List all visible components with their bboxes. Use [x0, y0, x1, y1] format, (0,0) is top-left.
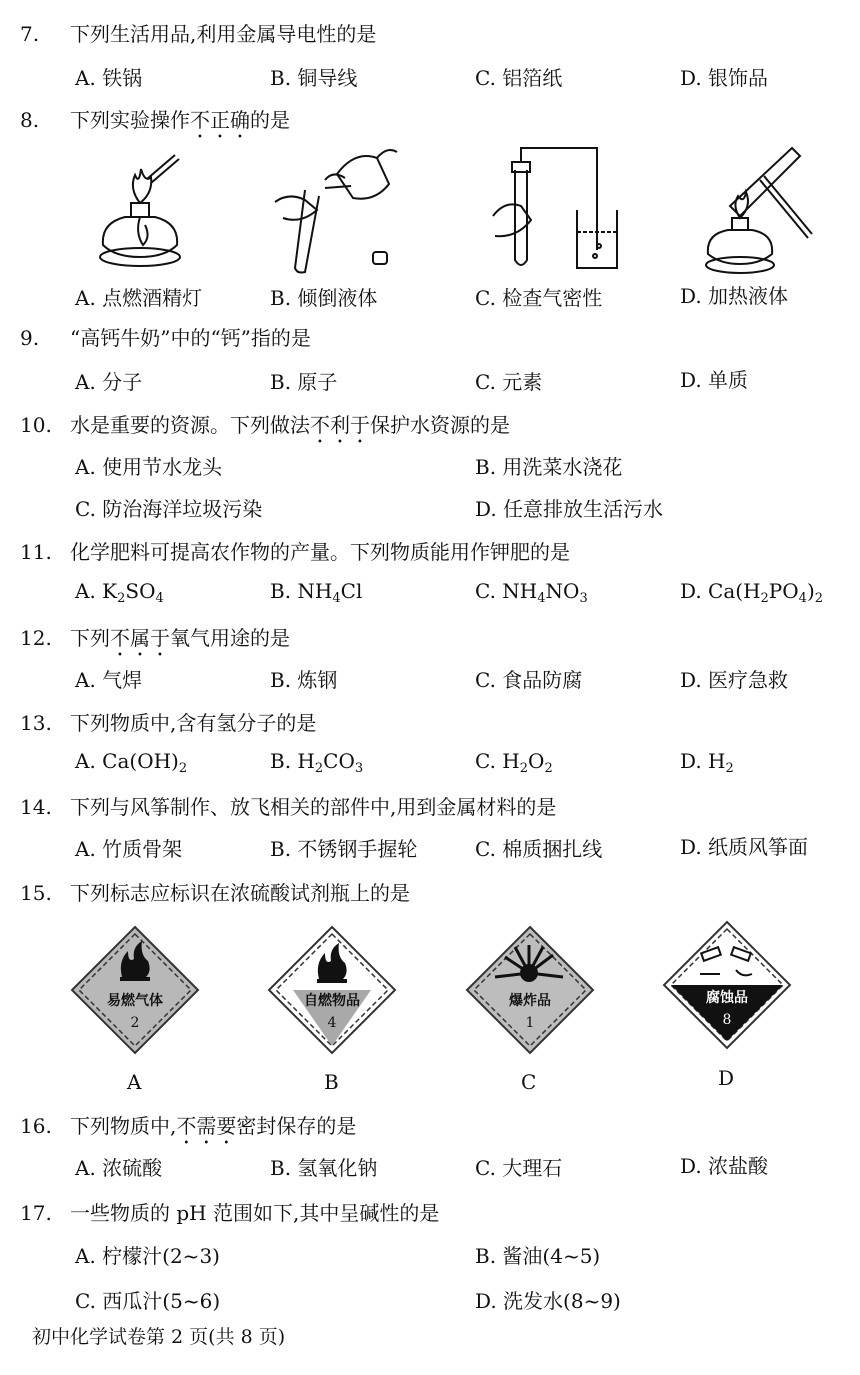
option-d: D. 加热液体 — [680, 284, 789, 308]
option-d: D. 单质 — [680, 368, 749, 392]
option-c: C. 铝箔纸 — [475, 66, 563, 90]
question-11: 11. 化学肥料可提高农作物的产量。下列物质能用作钾肥的是 — [20, 540, 570, 564]
sign-text: 自燃物品 — [304, 993, 360, 1009]
question-7: 7. 下列生活用品,利用金属导电性的是 — [20, 22, 377, 46]
emphasis-text: 不属于 — [110, 626, 170, 650]
option-d: D. $H_2$ — [680, 749, 734, 776]
question-text-end: 的是 — [250, 108, 290, 132]
option-c: C. 大理石 — [475, 1156, 563, 1180]
option-c-label: C — [521, 1070, 537, 1094]
option-b: B. 原子 — [270, 370, 338, 394]
question-text: 下列物质中, — [70, 1114, 177, 1138]
option-b: B. 不锈钢手握轮 — [270, 837, 418, 861]
pouring-liquid-figure — [265, 140, 405, 275]
question-text: 下列与风筝制作、放飞相关的部件中,用到金属材料的是 — [70, 795, 557, 819]
sign-text: 易燃气体 — [107, 993, 163, 1009]
sign-number: 4 — [327, 1015, 337, 1031]
question-10: 10. 水是重要的资源。下列做法不利于保护水资源的是 — [20, 413, 510, 437]
question-text: 下列生活用品,利用金属导电性的是 — [70, 22, 377, 46]
airtightness-check-figure — [485, 140, 625, 275]
option-b: B. $NH_4Cl$ — [270, 579, 363, 606]
option-d: D. $Ca(H_2PO_4)_2$ — [680, 579, 824, 606]
option-a: A. 铁锅 — [75, 66, 143, 90]
emphasis-text: 不正确 — [190, 108, 250, 132]
question-text: 一些物质的 pH 范围如下,其中呈碱性的是 — [70, 1201, 440, 1225]
alcohol-lamp-lighting-figure — [95, 145, 205, 275]
question-15: 15. 下列标志应标识在浓硫酸试剂瓶上的是 — [20, 881, 410, 905]
question-text: “高钙牛奶”中的“钙”指的是 — [70, 326, 311, 350]
heating-liquid-figure — [700, 140, 820, 280]
explosive-sign — [465, 925, 595, 1055]
question-text: 化学肥料可提高农作物的产量。下列物质能用作钾肥的是 — [70, 540, 570, 564]
corrosive-sign — [662, 920, 792, 1050]
option-c: C. 食品防腐 — [475, 668, 583, 692]
option-a: A. 气焊 — [75, 668, 143, 692]
question-13: 13. 下列物质中,含有氢分子的是 — [20, 711, 317, 735]
question-16: 16. 下列物质中,不需要密封保存的是 — [20, 1114, 357, 1138]
sign-number: 8 — [722, 1012, 732, 1028]
question-17: 17. 一些物质的 pH 范围如下,其中呈碱性的是 — [20, 1201, 440, 1225]
option-a: A. 点燃酒精灯 — [75, 286, 203, 310]
option-b: B. 炼钢 — [270, 668, 338, 692]
option-d: D. 浓盐酸 — [680, 1154, 769, 1178]
option-a: A. 使用节水龙头 — [75, 455, 223, 479]
option-c: C. $NH_4NO_3$ — [475, 579, 588, 606]
option-a-label: A — [127, 1070, 142, 1094]
option-d: D. 任意排放生活污水 — [475, 497, 664, 521]
question-8: 8. 下列实验操作不正确的是 — [20, 108, 290, 132]
sign-text: 腐蚀品 — [706, 990, 748, 1006]
question-text: 下列标志应标识在浓硫酸试剂瓶上的是 — [70, 881, 410, 905]
question-text-end: 保护水资源的是 — [370, 413, 510, 437]
option-d: D. 医疗急救 — [680, 668, 789, 692]
option-a: A. 竹质骨架 — [75, 837, 183, 861]
question-12: 12. 下列不属于氧气用途的是 — [20, 626, 290, 650]
emphasis-text: 不利于 — [310, 413, 370, 437]
option-a: A. $K_2SO_4$ — [75, 579, 164, 606]
flammable-gas-sign — [70, 925, 200, 1055]
option-c: C. 防治海洋垃圾污染 — [75, 497, 263, 521]
option-a: A. $Ca(OH)_2$ — [75, 749, 188, 776]
option-b: B. 铜导线 — [270, 66, 358, 90]
question-14: 14. 下列与风筝制作、放飞相关的部件中,用到金属材料的是 — [20, 795, 557, 819]
option-d: D. 银饰品 — [680, 66, 769, 90]
question-text: 下列实验操作 — [70, 108, 190, 132]
question-9: 9. “高钙牛奶”中的“钙”指的是 — [20, 326, 311, 350]
option-c: C. 棉质捆扎线 — [475, 837, 603, 861]
option-d: D. 洗发水(8~9) — [475, 1289, 621, 1313]
option-a: A. 分子 — [75, 370, 143, 394]
spontaneously-combustible-sign — [267, 925, 397, 1055]
emphasis-text: 不需要 — [176, 1114, 237, 1138]
option-c: C. 元素 — [475, 370, 543, 394]
sign-number: 2 — [130, 1015, 140, 1031]
question-text: 下列物质中,含有氢分子的是 — [70, 711, 317, 735]
option-b: B. 酱油(4~5) — [475, 1244, 601, 1268]
option-c: C. $H_2O_2$ — [475, 749, 553, 776]
option-d-label: D — [718, 1066, 735, 1090]
option-a: A. 柠檬汁(2~3) — [75, 1244, 220, 1268]
option-d: D. 纸质风筝面 — [680, 835, 809, 859]
sign-number: 1 — [525, 1015, 535, 1031]
question-text-end: 密封保存的是 — [236, 1114, 357, 1138]
question-text: 下列 — [70, 626, 110, 650]
option-a: A. 浓硫酸 — [75, 1156, 163, 1180]
option-b: B. 倾倒液体 — [270, 286, 378, 310]
option-b: B. 用洗菜水浇花 — [475, 455, 623, 479]
question-text: 水是重要的资源。下列做法 — [70, 413, 310, 437]
option-b: B. 氢氧化钠 — [270, 1156, 378, 1180]
option-b-label: B — [324, 1070, 339, 1094]
sign-text: 爆炸品 — [509, 993, 551, 1009]
option-c: C. 检查气密性 — [475, 286, 603, 310]
question-text-end: 氧气用途的是 — [170, 626, 290, 650]
option-c: C. 西瓜汁(5~6) — [75, 1289, 221, 1313]
option-b: B. $H_2CO_3$ — [270, 749, 364, 776]
page-footer: 初中化学试卷第 2 页(共 8 页) — [32, 1326, 286, 1348]
